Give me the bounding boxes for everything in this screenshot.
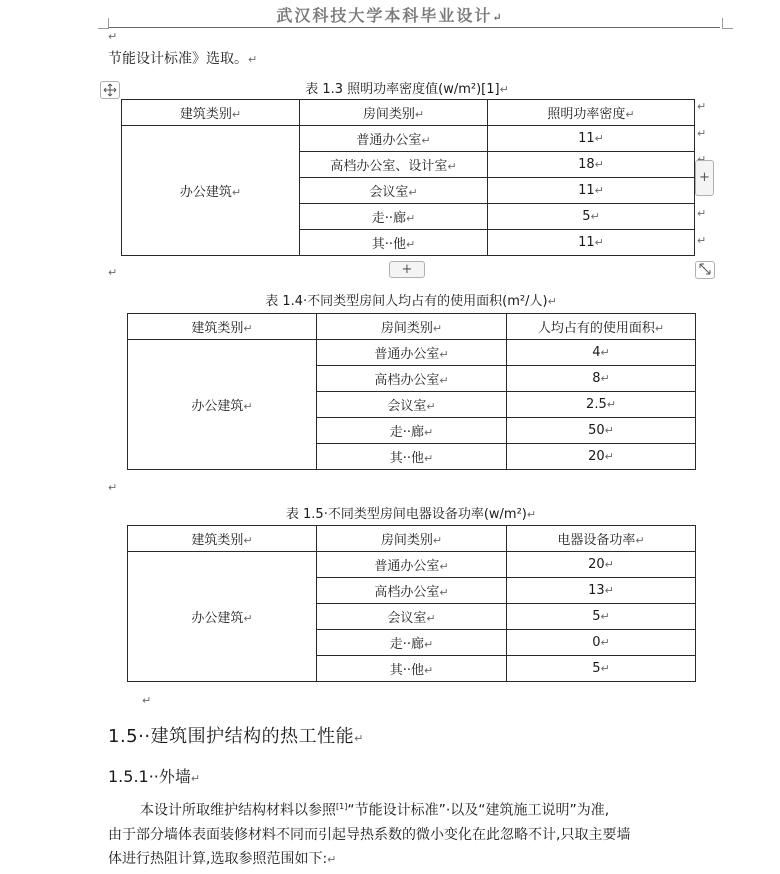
add-row-button[interactable] [389, 261, 425, 278]
room-cell[interactable]: 其··他↵ [300, 230, 488, 256]
room-cell[interactable]: 走··廊↵ [317, 418, 507, 444]
room-cell[interactable]: 会议室↵ [317, 604, 507, 630]
paragraph-line: 本设计所取维护结构材料以参照[1]“节能设计标准”·以及“建筑施工说明”为准, [140, 802, 610, 819]
row-end-mark: ↵ [697, 100, 707, 113]
value-cell[interactable]: 18↵ [488, 152, 695, 178]
paragraph-line: 由于部分墙体表面装修材料不同而引起导热系数的微小变化在此忽略不计,只取主要墙 [108, 826, 631, 843]
value-cell[interactable]: 5↵ [488, 204, 695, 230]
room-cell[interactable]: 其··他↵ [317, 444, 507, 470]
room-cell[interactable]: 普通办公室↵ [300, 126, 488, 152]
header-cell[interactable]: 人均占有的使用面积↵ [507, 314, 696, 340]
table-1-3 [121, 99, 695, 256]
table-1-3-caption: 表 1.3 照明功率密度值(w/m²)[1]↵ [305, 82, 509, 97]
value-cell[interactable]: 5↵ [507, 656, 696, 682]
value-cell[interactable]: 50↵ [507, 418, 696, 444]
header-cell[interactable]: 照明功率密度↵ [488, 100, 695, 126]
margin-corner-right [722, 18, 733, 29]
room-cell[interactable]: 走··廊↵ [317, 630, 507, 656]
paragraph-line: 体进行热阻计算,选取参照范围如下:↵ [108, 850, 337, 867]
row-end-mark: ↵ [697, 207, 707, 220]
header-cell[interactable]: 建筑类别↵ [128, 314, 317, 340]
value-cell[interactable]: 11↵ [488, 178, 695, 204]
header-cell[interactable]: 房间类别↵ [317, 314, 507, 340]
body-paragraph [108, 795, 720, 872]
table-header-row [128, 526, 696, 552]
table-1-5 [127, 525, 696, 682]
section-heading-1-5-1: 1.5.1··外墙↵ [108, 767, 201, 786]
move-icon [103, 83, 117, 97]
room-cell[interactable]: 会议室↵ [300, 178, 488, 204]
header-cell[interactable]: 电器设备功率↵ [507, 526, 696, 552]
paragraph-mark: ↵ [142, 694, 152, 707]
table-resize-handle[interactable] [695, 261, 715, 279]
building-type-cell[interactable]: 办公建筑↵ [128, 552, 317, 682]
room-cell[interactable]: 其··他↵ [317, 656, 507, 682]
paragraph-mark: ↵ [108, 481, 118, 494]
room-cell[interactable]: 会议室↵ [317, 392, 507, 418]
table-move-handle[interactable] [100, 81, 120, 99]
building-type-cell[interactable]: 办公建筑↵ [128, 340, 317, 470]
table-header-row [122, 100, 695, 126]
header-cell[interactable]: 房间类别↵ [300, 100, 488, 126]
value-cell[interactable]: 8↵ [507, 366, 696, 392]
room-cell[interactable]: 高档办公室、设计室↵ [300, 152, 488, 178]
table-header-row [128, 314, 696, 340]
citation-ref: [1] [336, 802, 348, 811]
value-cell[interactable]: 0↵ [507, 630, 696, 656]
header-rule [108, 27, 720, 28]
value-cell[interactable]: 5↵ [507, 604, 696, 630]
value-cell[interactable]: 11↵ [488, 126, 695, 152]
header-cell[interactable]: 房间类别↵ [317, 526, 507, 552]
building-type-cell[interactable]: 办公建筑↵ [122, 126, 300, 256]
header-cell[interactable]: 建筑类别↵ [122, 100, 300, 126]
plus-icon: + [699, 170, 710, 185]
header-title: 武汉科技大学本科毕业设计↵ [276, 6, 504, 25]
table-row [122, 126, 695, 152]
paragraph-mark: ↵ [108, 266, 118, 279]
value-cell[interactable]: 13↵ [507, 578, 696, 604]
intro-line: 节能设计标准》选取。↵ [108, 51, 258, 67]
room-cell[interactable]: 走··廊↵ [300, 204, 488, 230]
row-end-mark: ↵ [697, 127, 707, 140]
section-heading-1-5: 1.5··建筑围护结构的热工性能↵ [108, 726, 364, 747]
table-row [128, 552, 696, 578]
table-1-5-caption: 表 1.5·不同类型房间电器设备功率(w/m²)↵ [285, 507, 537, 522]
value-cell[interactable]: 4↵ [507, 340, 696, 366]
table-1-4 [127, 313, 696, 470]
plus-icon: + [401, 262, 413, 277]
table-row [128, 340, 696, 366]
add-column-button[interactable] [695, 160, 714, 196]
value-cell[interactable]: 20↵ [507, 444, 696, 470]
paragraph-mark: ↵ [108, 30, 118, 43]
room-cell[interactable]: 高档办公室↵ [317, 578, 507, 604]
header-cell[interactable]: 建筑类别↵ [128, 526, 317, 552]
table-1-4-caption: 表 1.4·不同类型房间人均占有的使用面积(m²/人)↵ [265, 294, 557, 309]
resize-icon [698, 262, 712, 276]
room-cell[interactable]: 普通办公室↵ [317, 340, 507, 366]
value-cell[interactable]: 2.5↵ [507, 392, 696, 418]
value-cell[interactable]: 11↵ [488, 230, 695, 256]
room-cell[interactable]: 高档办公室↵ [317, 366, 507, 392]
value-cell[interactable]: 20↵ [507, 552, 696, 578]
row-end-mark: ↵ [697, 234, 707, 247]
margin-corner-left [98, 18, 109, 29]
room-cell[interactable]: 普通办公室↵ [317, 552, 507, 578]
